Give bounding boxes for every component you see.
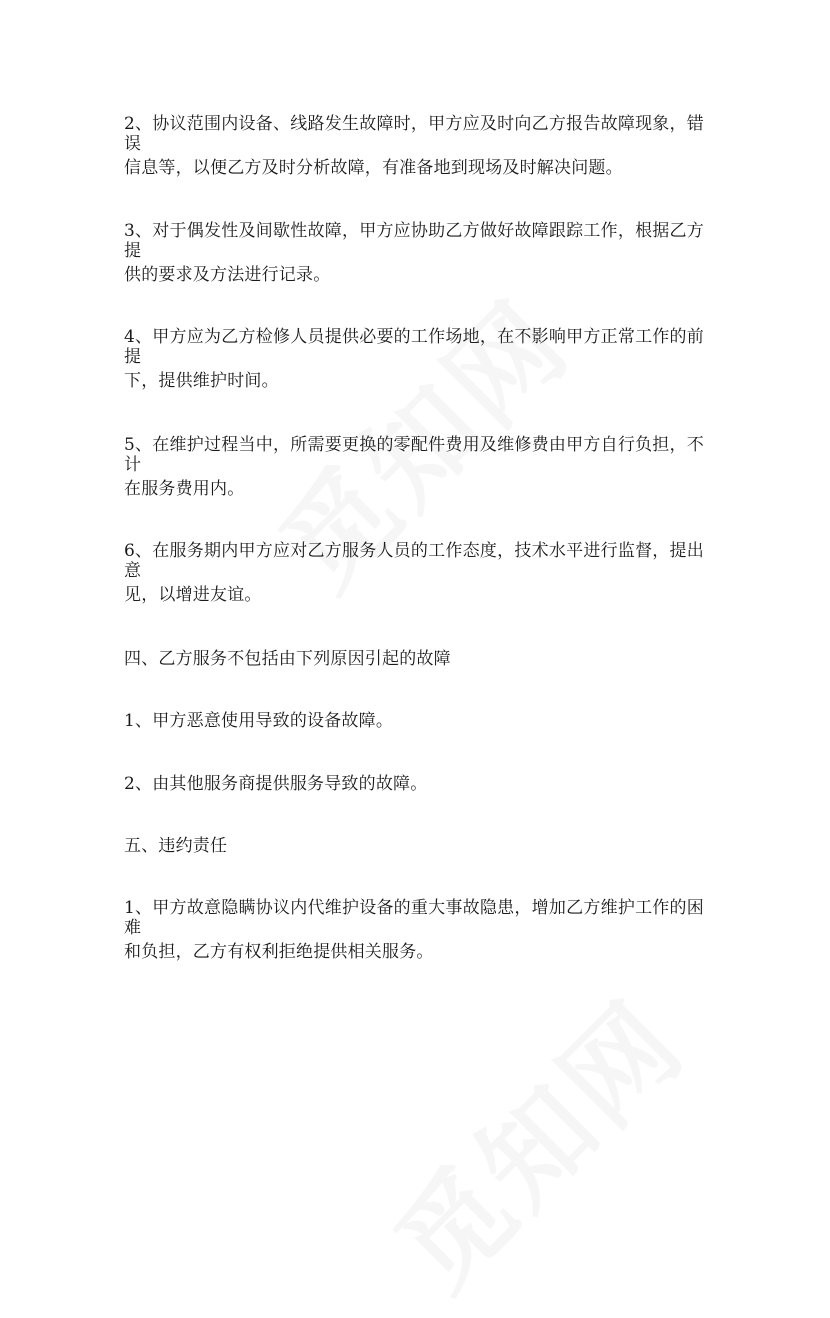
paragraph-line: 3、对于偶发性及间歇性故障，甲方应协助乙方做好故障跟踪工作，根据乙方提 xyxy=(124,221,704,261)
paragraph-line: 4、甲方应为乙方检修人员提供必要的工作场地，在不影响甲方正常工作的前提 xyxy=(124,327,704,367)
paragraph-line: 见，以增进友谊。 xyxy=(124,585,262,605)
paragraph-line: 下，提供维护时间。 xyxy=(124,371,279,391)
paragraph-line: 1、甲方故意隐瞒协议内代维护设备的重大事故隐患，增加乙方维护工作的困难 xyxy=(124,898,704,938)
section-heading-4: 四、乙方服务不包括由下列原因引起的故障 xyxy=(124,649,451,669)
paragraph-line: 在服务费用内。 xyxy=(124,479,245,499)
paragraph-line: 信息等，以便乙方及时分析故障，有准备地到现场及时解决问题。 xyxy=(124,158,623,178)
paragraph-line: 5、在维护过程当中，所需要更换的零配件费用及维修费由甲方自行负担，不计 xyxy=(124,435,704,475)
paragraph-line: 2、协议范围内设备、线路发生故障时，甲方应及时向乙方报告故障现象，错误 xyxy=(124,114,704,154)
paragraph-line: 供的要求及方法进行记录。 xyxy=(124,265,331,285)
section-heading-5: 五、违约责任 xyxy=(124,836,228,856)
exclusion-item-1: 1、甲方恶意使用导致的设备故障。 xyxy=(124,711,394,731)
watermark xyxy=(355,960,713,1318)
paragraph-line: 6、在服务期内甲方应对乙方服务人员的工作态度，技术水平进行监督，提出意 xyxy=(124,541,704,581)
paragraph-line: 和负担，乙方有权利拒绝提供相关服务。 xyxy=(124,942,434,962)
exclusion-item-2: 2、由其他服务商提供服务导致的故障。 xyxy=(124,774,428,794)
